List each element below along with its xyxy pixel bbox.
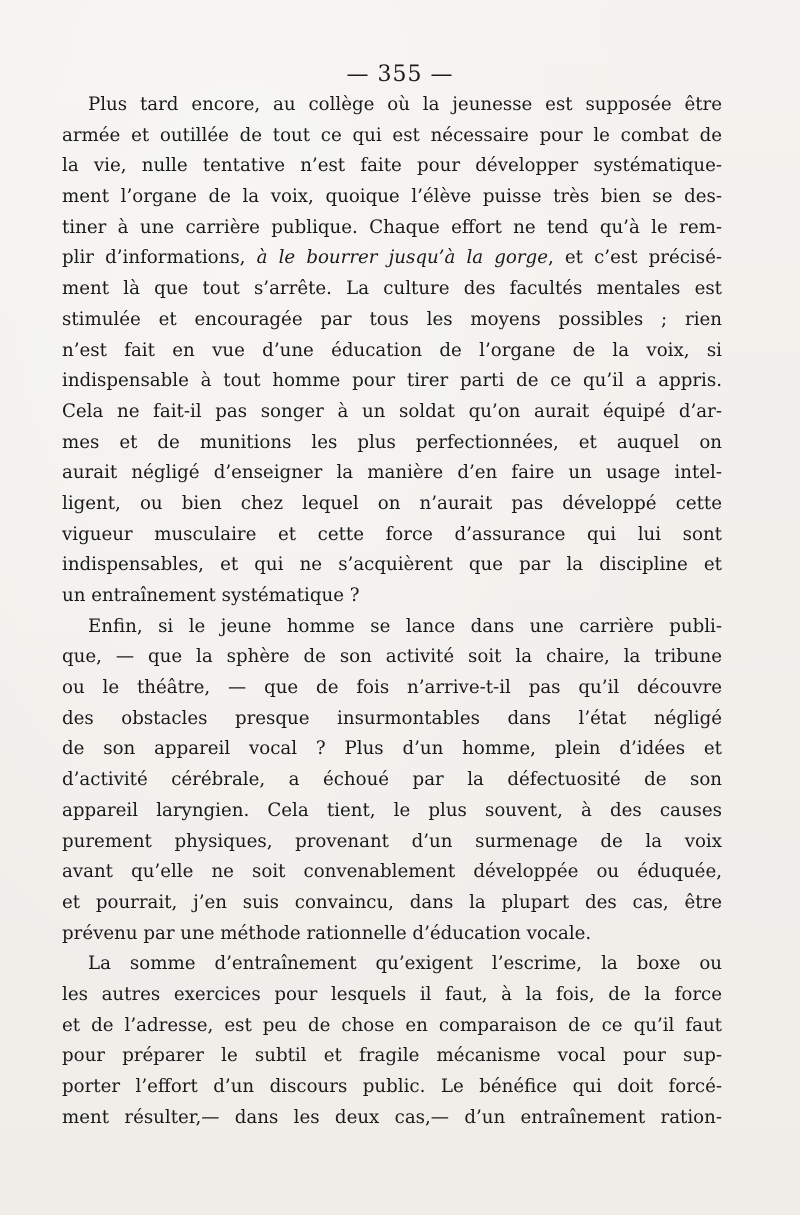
- text-line: La somme d’entraînement qu’exigent l’escrime, la boxe ou: [88, 953, 722, 975]
- text-line: indispensable à tout homme pour tirer parti de ce qu’il a appris.: [62, 370, 722, 392]
- text-line-with-italic: [62, 243, 722, 274]
- text-line: indispensables, et qui ne s’acquièrent que par la discipline et: [62, 554, 722, 576]
- text-line: porter l’effort d’un discours public. Le bénéfice qui doit forcé-: [62, 1076, 722, 1097]
- text-line: et de l’adresse, est peu de chose en comparaison de ce qu’il faut: [62, 1014, 722, 1036]
- text-line: d’activité cérébrale, a échoué par la défectuosité de son: [62, 769, 722, 791]
- text-line: que, — que la sphère de son activité soit la chaire, la tribune: [62, 646, 722, 668]
- text-line: des obstacles presque insurmontables dans l’état négligé: [62, 707, 722, 729]
- text-line: n’est fait en vue d’une éducation de l’organe de la voix, si: [62, 339, 722, 361]
- text-line: ou le théâtre, — que de fois n’arrive-t-il pas qu’il découvre: [62, 677, 722, 699]
- text-line: aurait négligé d’enseigner la manière d’en faire un usage intel-: [62, 462, 722, 484]
- text-line: appareil laryngien. Cela tient, le plus souvent, à des causes: [62, 799, 722, 821]
- text-line: de son appareil vocal ? Plus d’un homme, plein d’idées et: [62, 738, 722, 760]
- text-line: avant qu’elle ne soit convenablement développée ou éduquée,: [62, 861, 722, 883]
- text-line: ligent, ou bien chez lequel on n’aurait pas développé cette: [62, 492, 722, 514]
- text-line: Plus tard encore, au collège où la jeunesse est supposée être: [88, 94, 722, 115]
- text-fragment: , et c’est précisé-: [547, 247, 722, 269]
- text-line: les autres exercices pour lesquels il faut, à la fois, de la force: [62, 983, 722, 1005]
- text-line: ment l’organe de la voix, quoique l’élève puisse très bien se des-: [62, 186, 722, 208]
- text-line: armée et outillée de tout ce qui est nécessaire pour le combat de: [62, 124, 722, 146]
- text-line: prévenu par une méthode rationnelle d’éducation vocale.: [62, 922, 592, 944]
- text-line: ment là que tout s’arrête. La culture des facultés mentales est: [62, 278, 722, 300]
- body-text: [62, 90, 722, 1133]
- italic-quote: à le bourrer jusqu’à la gorge: [256, 247, 548, 269]
- text-line: mes et de munitions les plus perfectionnées, et auquel on: [62, 431, 722, 453]
- text-line: pour préparer le subtil et fragile mécanisme vocal pour sup-: [62, 1045, 722, 1067]
- text-line: et pourrait, j’en suis convaincu, dans la plupart des cas, être: [62, 891, 722, 913]
- page-number: — 355 —: [346, 62, 454, 87]
- text-line: Enfin, si le jeune homme se lance dans une carrière publi-: [88, 615, 722, 637]
- text-line: la vie, nulle tentative n’est faite pour développer systématique-: [62, 155, 722, 177]
- text-fragment: plir d’informations,: [62, 247, 257, 269]
- text-line: ment résulter,— dans les deux cas,— d’un entraînement ration-: [62, 1106, 722, 1128]
- text-line: un entraînement systématique ?: [62, 585, 360, 606]
- text-line: Cela ne fait-il pas songer à un soldat qu’on aurait équipé d’ar-: [62, 400, 722, 422]
- text-line: stimulée et encouragée par tous les moyens possibles ; rien: [62, 308, 722, 330]
- text-line: vigueur musculaire et cette force d’assurance qui lui sont: [62, 523, 722, 545]
- text-line: purement physiques, provenant d’un surmenage de la voix: [62, 830, 722, 852]
- text-line: tiner à une carrière publique. Chaque effort ne tend qu’à le rem-: [62, 216, 722, 238]
